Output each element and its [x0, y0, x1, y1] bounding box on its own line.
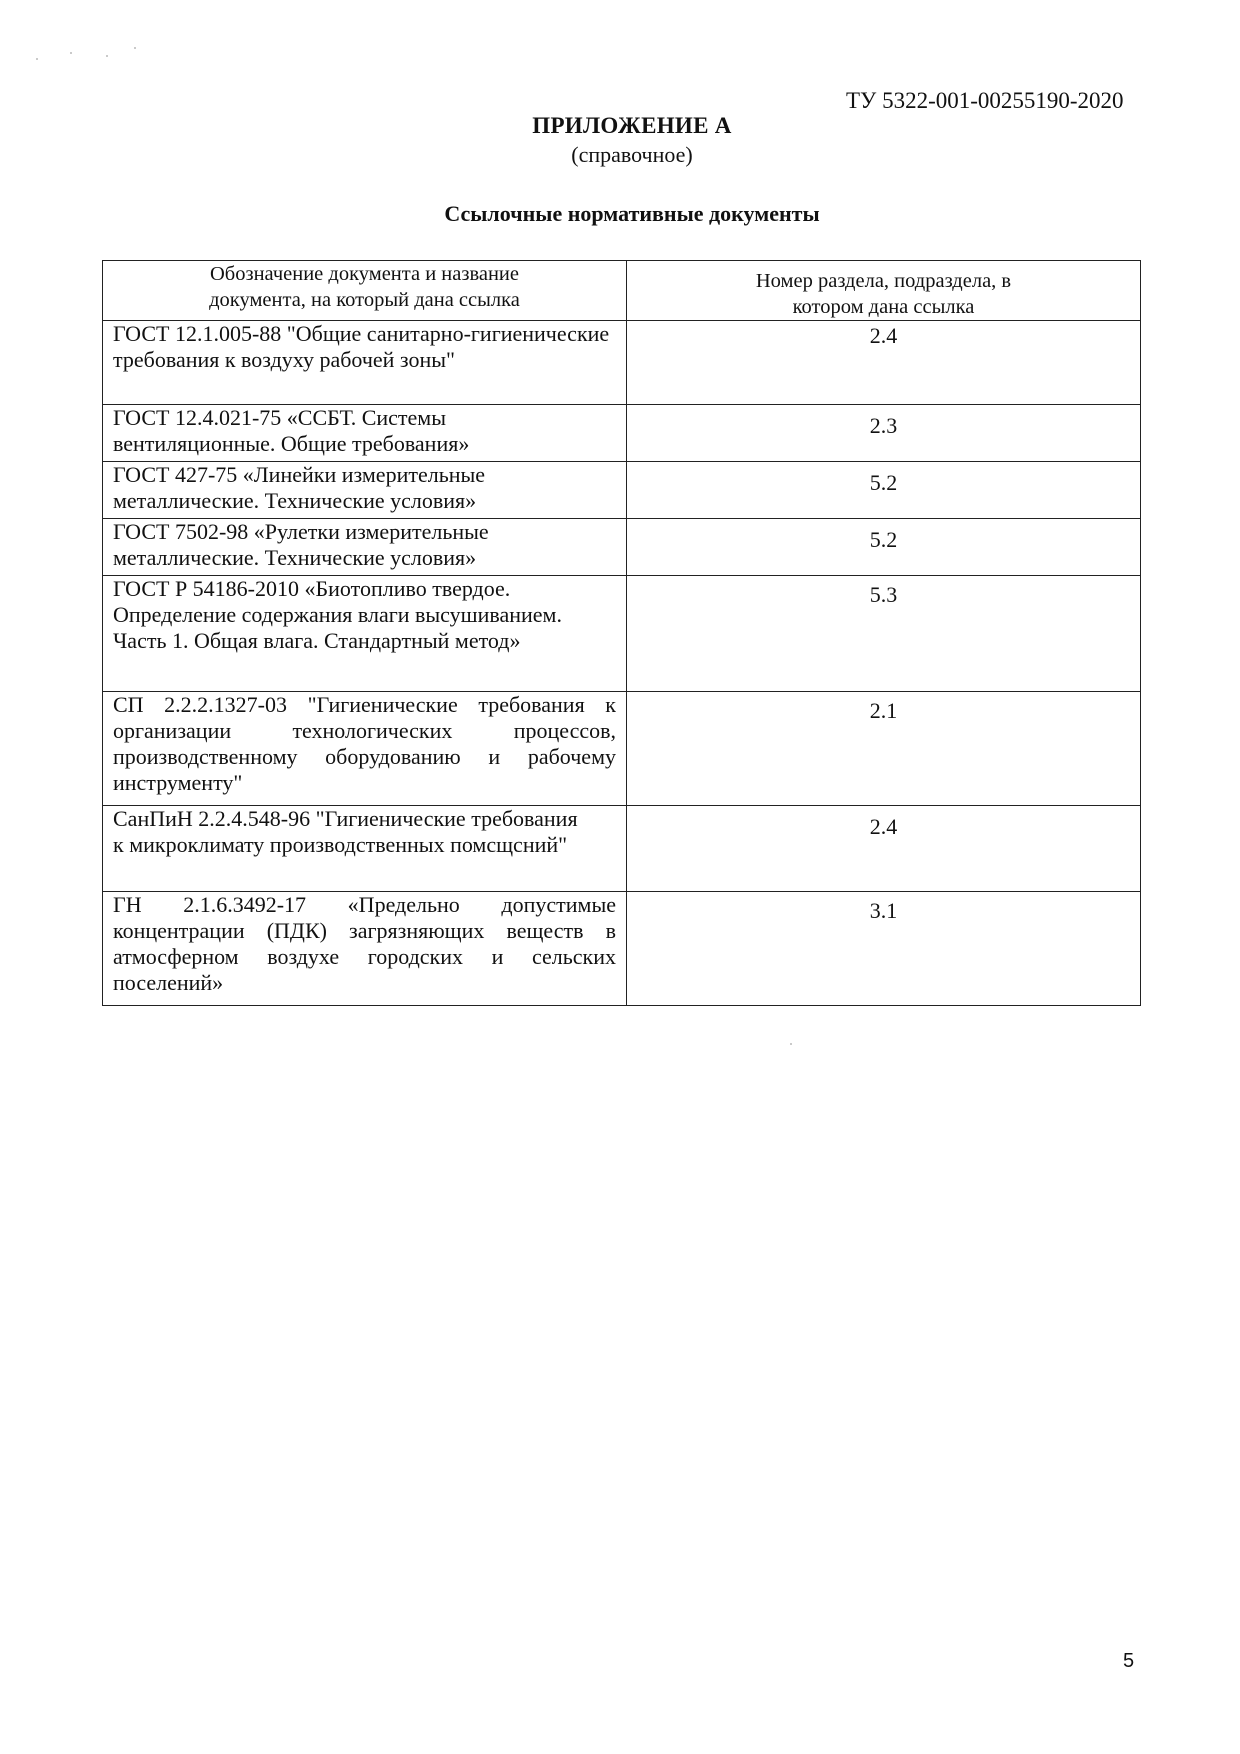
- table-row: [103, 892, 1141, 1006]
- document-cell: ГН 2.1.6.3492-17 «Предельно допустимые концентрации (ПДК) загрязняющих веществ в атмосферном воздухе городских и сельских поселений»: [103, 892, 627, 1006]
- document-cell: ГОСТ 427-75 «Линейки измерительные металлические. Технические условия»: [103, 462, 627, 519]
- section-cell: 3.1: [627, 892, 1141, 1006]
- section-cell: 2.3: [627, 405, 1141, 462]
- table-row: [103, 806, 1141, 892]
- table-row: [103, 692, 1141, 806]
- scan-speck: [790, 1043, 792, 1045]
- scan-speck: [36, 58, 38, 60]
- scan-speck: [106, 55, 108, 57]
- scan-speck: [134, 47, 136, 49]
- document-cell: ГОСТ 7502-98 «Рулетки измерительные металлические. Технические условия»: [103, 519, 627, 576]
- document-cell: ГОСТ 12.4.021-75 «ССБТ. Системы вентиляционные. Общие требования»: [103, 405, 627, 462]
- document-cell: ГОСТ 12.1.005-88 "Общие санитарно-гигиенические требования к воздуху рабочей зоны": [103, 321, 627, 405]
- section-cell: 5.3: [627, 576, 1141, 692]
- section-cell: 5.2: [627, 519, 1141, 576]
- table-title: Ссылочные нормативные документы: [444, 201, 820, 226]
- table-header-row: [103, 261, 1141, 321]
- page-number: 5: [1123, 1650, 1135, 1672]
- table-row: [103, 405, 1141, 462]
- document-cell: СанПиН 2.2.4.548-96 "Гигиенические требования к микроклимату производственных помсщсний": [103, 806, 627, 892]
- column-header-document: Обозначение документа и название документа, на который дана ссылка: [103, 261, 627, 321]
- appendix-subtitle: (справочное): [571, 142, 693, 167]
- table-row: [103, 321, 1141, 405]
- section-cell: 2.1: [627, 692, 1141, 806]
- reference-documents-table: [102, 260, 1141, 1006]
- scan-speck: [70, 52, 72, 54]
- document-cell: ГОСТ Р 54186-2010 «Биотопливо твердое. Определение содержания влаги высушиванием. Часть 1. Общая влага. Стандартный метод»: [103, 576, 627, 692]
- section-cell: 2.4: [627, 806, 1141, 892]
- table-row: [103, 519, 1141, 576]
- document-code: ТУ 5322-001-00255190-2020: [846, 88, 1124, 113]
- section-cell: 2.4: [627, 321, 1141, 405]
- document-cell: СП 2.2.2.1327-03 "Гигиенические требования к организации технологических процессов, производственному оборудованию и рабочему инструменту": [103, 692, 627, 806]
- section-cell: 5.2: [627, 462, 1141, 519]
- appendix-title: ПРИЛОЖЕНИЕ А: [532, 113, 732, 138]
- table-row: [103, 462, 1141, 519]
- column-header-section: Номер раздела, подраздела, в котором дана ссылка: [627, 261, 1141, 321]
- table-row: [103, 576, 1141, 692]
